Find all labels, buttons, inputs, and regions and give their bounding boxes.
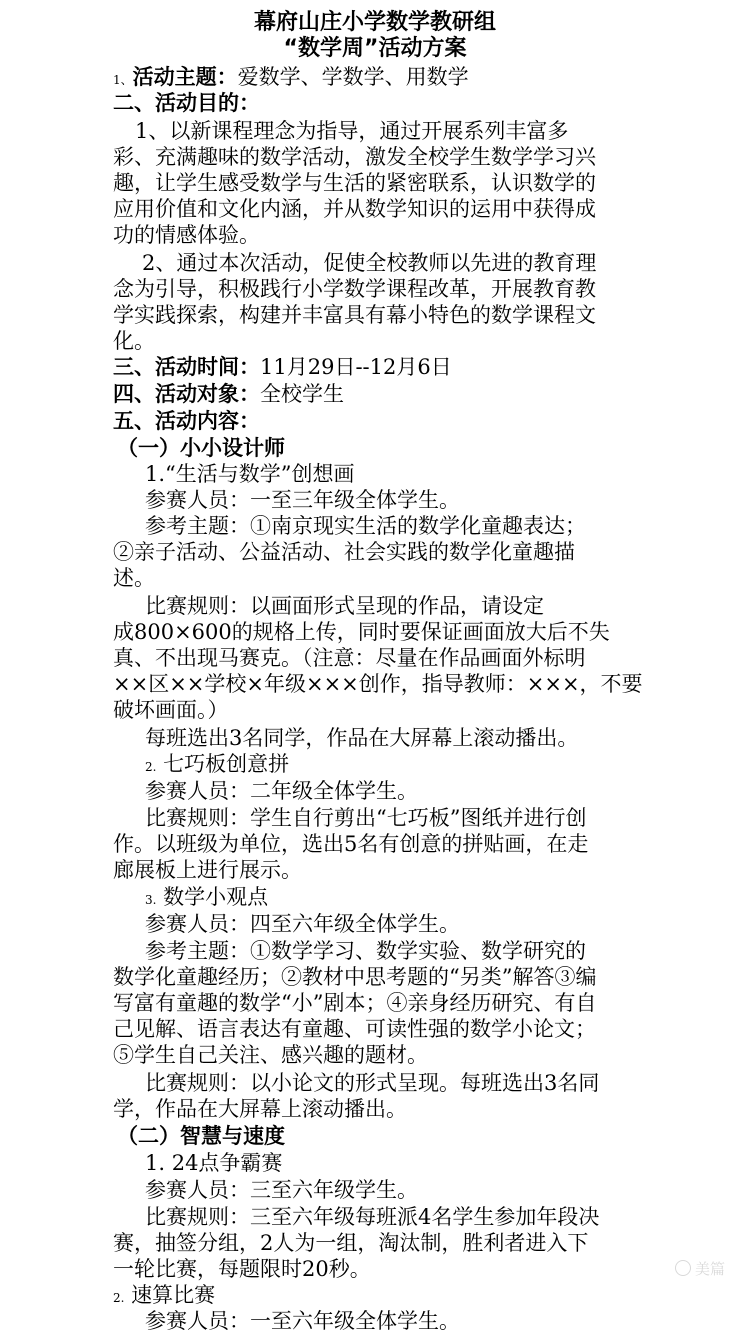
time-label: 三、活动时间： (113, 355, 260, 379)
part1-item3-topic-line: 数学化童趣经历；②教材中思考题的“另类”解答③编 (113, 965, 597, 989)
part1-item3-title-line (145, 884, 268, 913)
part1-item1-participants: 参赛人员：一至三年级全体学生。 (145, 488, 460, 512)
part1-item3-rules-line: 学，作品在大屏幕上滚动播出。 (113, 1097, 407, 1121)
part1-item3-number: 3. (145, 893, 157, 907)
part1-item3-participants: 参赛人员：四至六年级全体学生。 (145, 912, 460, 936)
target-value: 全校学生 (260, 382, 344, 406)
part2-heading: （二）智慧与速度 (117, 1124, 285, 1148)
part1-item2-title: 七巧板创意拼 (163, 752, 290, 776)
purpose-p2-line: 学实践探索，构建并丰富具有幕小特色的数学课程文 (113, 303, 596, 327)
purpose-p1-line: 功的情感体验。 (113, 223, 260, 247)
part2-item1-title: 1. 24点争霸赛 (145, 1151, 283, 1175)
part1-item1-topic-line: ②亲子活动、公益活动、社会实践的数学化童趣描 (113, 540, 575, 564)
part2-item1-rules-line: 一轮比赛，每题限时20秒。 (113, 1257, 371, 1281)
content-heading: 五、活动内容： (113, 409, 260, 433)
doc-title-line2: “数学周”活动方案 (283, 36, 467, 61)
meipian-watermark (675, 1258, 725, 1279)
part1-item1-title: 1.“生活与数学”创想画 (145, 462, 355, 486)
part1-item3-topic-line: 己见解、语言表达有童趣、可读性强的数学小论文； (113, 1017, 596, 1041)
target-label: 四、活动对象： (113, 382, 260, 406)
part2-item2-number: 2. (113, 1291, 125, 1305)
part1-item3-topic-line: ⑤学生自己关注、感兴趣的题材。 (113, 1043, 428, 1067)
part1-item3-topic-line: 写富有童趣的数学“小”剧本；④亲身经历研究、有自 (113, 991, 597, 1015)
part1-item3-topic-line: 参考主题：①数学学习、数学实验、数学研究的 (145, 939, 586, 963)
meipian-logo-icon (675, 1260, 691, 1276)
theme-value: 爱数学、学数学、用数学 (237, 65, 469, 89)
part1-item1-rules-line: 真、不出现马赛克。（注意：尽量在作品画面外标明 (113, 646, 586, 670)
purpose-p1-line: 趣，让学生感受数学与生活的紧密联系，认识数学的 (113, 171, 596, 195)
part2-item1-rules-line: 赛，抽签分组，2人为一组，淘汰制，胜利者进入下 (113, 1231, 589, 1255)
part1-item1-rules-line: 成800×600的规格上传，同时要保证画面放大后不失 (113, 620, 610, 644)
part2-item2-title: 速算比赛 (131, 1283, 216, 1307)
theme-line (113, 64, 469, 93)
purpose-p2-line: 2、通过本次活动，促使全校教师以先进的教育理 (142, 251, 597, 275)
purpose-p2-line: 化。 (113, 329, 155, 353)
part1-item2-rules-line: 廊展板上进行展示。 (113, 858, 302, 882)
theme-label: 活动主题： (132, 65, 238, 89)
part1-item1-topic-line: 述。 (113, 566, 155, 590)
time-value: 11月29日--12月6日 (260, 355, 452, 379)
target-line (113, 381, 344, 407)
purpose-p1-line: 1、以新课程理念为指导，通过开展系列丰富多 (135, 119, 569, 143)
purpose-heading: 二、活动目的： (113, 91, 260, 115)
part1-item2-number: 2. (145, 760, 157, 774)
purpose-p1-line: 彩、充满趣味的数学活动，激发全校学生数学学习兴 (113, 145, 596, 169)
theme-number: 1、 (113, 73, 133, 87)
part1-item1-rules-line: ××区××学校×年级×××创作，指导教师：×××，不要 (113, 672, 643, 696)
purpose-p2-line: 念为引导，积极践行小学数学课程改革，开展教育教 (113, 277, 596, 301)
part1-item3-title: 数学小观点 (163, 885, 269, 909)
part2-item1-participants: 参赛人员：三至六年级学生。 (145, 1178, 418, 1202)
part1-item1-topic-line: 参考主题：①南京现实生活的数学化童趣表达； (145, 514, 586, 538)
purpose-p1-line: 应用价值和文化内涵，并从数学知识的运用中获得成 (113, 197, 596, 221)
part1-item1-rules-line: 比赛规则：以画面形式呈现的作品，请设定 (145, 594, 544, 618)
doc-title-line1: 幕府山庄小学数学教研组 (253, 10, 496, 35)
part1-item3-rules-line: 比赛规则：以小论文的形式呈现。每班选出3名同 (145, 1071, 600, 1095)
part1-item1-rules-line: 破坏画面。） (113, 698, 229, 722)
part2-item2-title-line (113, 1282, 215, 1311)
part1-item1-select: 每班选出3名同学，作品在大屏幕上滚动播出。 (145, 726, 579, 750)
watermark-text: 美篇 (695, 1260, 726, 1278)
part2-item1-rules-line: 比赛规则：三至六年级每班派4名学生参加年段决 (145, 1205, 600, 1229)
part1-heading: （一）小小设计师 (117, 436, 285, 460)
part1-item2-rules-line: 比赛规则：学生自行剪出“七巧板”图纸并进行创 (145, 806, 587, 830)
part1-item2-title-line (145, 751, 289, 780)
part1-item2-participants: 参赛人员：二年级全体学生。 (145, 779, 418, 803)
part2-item2-participants: 参赛人员：一至六年级全体学生。 (145, 1309, 460, 1333)
time-line (113, 354, 452, 380)
part1-item2-rules-line: 作。以班级为单位，选出5名有创意的拼贴画，在走 (113, 832, 589, 856)
